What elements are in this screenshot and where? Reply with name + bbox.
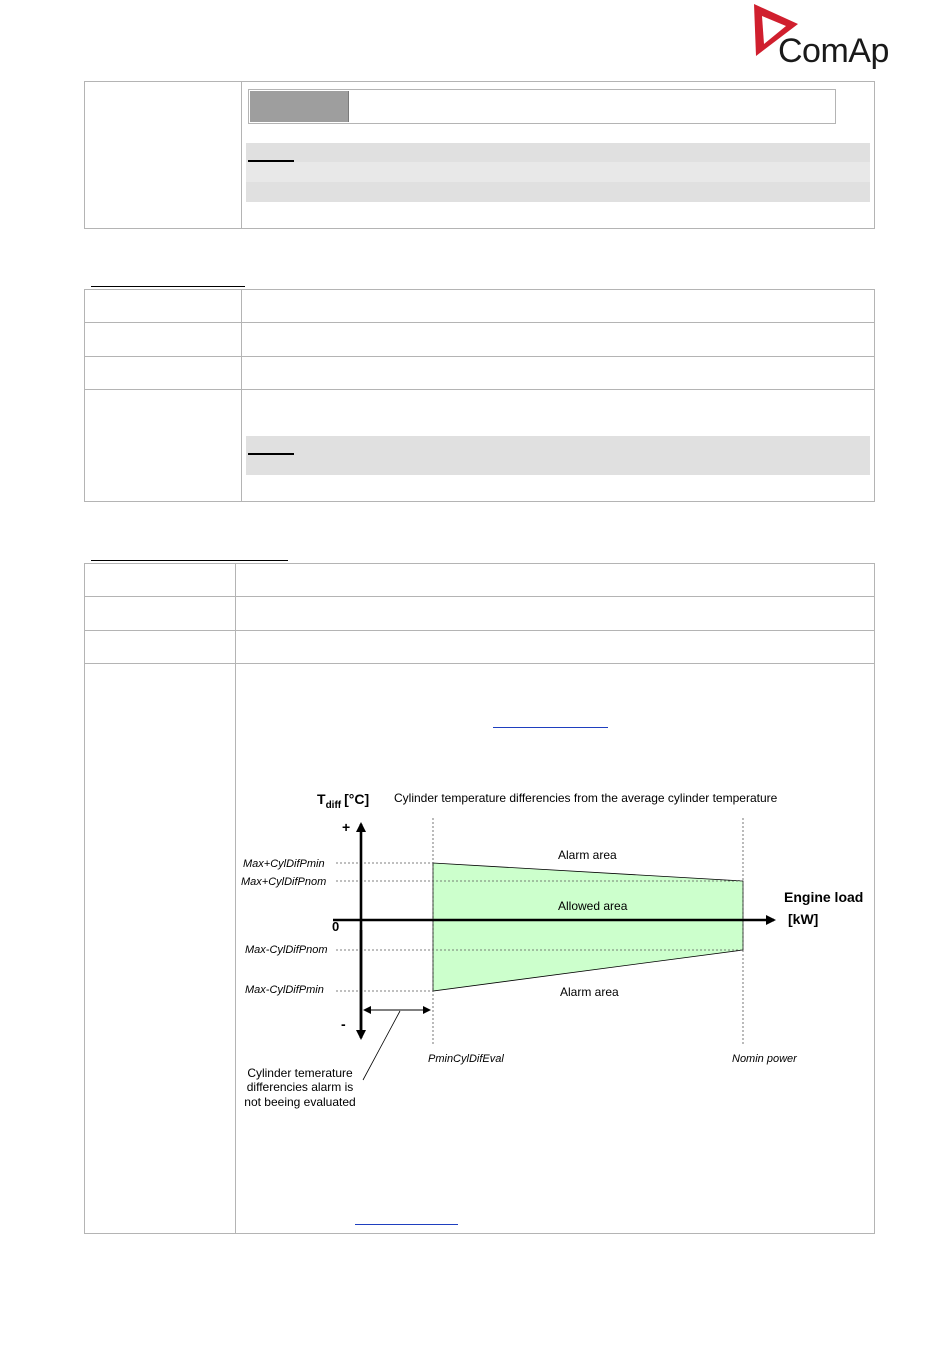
section-2-heading-underline [91, 286, 245, 287]
allowed-area-label: Allowed area [558, 899, 628, 913]
table-3-row-divider-1 [84, 596, 875, 597]
table-2-col-divider [241, 289, 242, 502]
note-1-underline [248, 160, 294, 162]
y-axis-label: $T_{diff}$ [°C] [317, 791, 370, 811]
link-underline-2[interactable] [355, 1224, 458, 1225]
table-1-col-divider [241, 81, 242, 229]
y-minus-label: - [341, 1016, 346, 1032]
logo-text: ComAp [778, 32, 889, 70]
y-tick-label: Max-CylDifPnom [245, 944, 328, 956]
table-3-row-divider-3 [84, 663, 875, 664]
section-3-heading-underline [91, 560, 288, 561]
annotation-line: not beeing evaluated [244, 1095, 356, 1109]
link-underline-1[interactable] [493, 727, 608, 728]
x-axis-label-line2: [kW] [788, 911, 819, 927]
value-field-swatch [250, 91, 349, 122]
alarm-area-top-label: Alarm area [558, 848, 617, 862]
annotation-pointer [363, 1011, 400, 1080]
annotation-line: Cylinder temerature [247, 1066, 353, 1080]
note-box-2 [246, 436, 870, 475]
alarm-area-bottom-label: Alarm area [560, 985, 619, 999]
cylinder-temp-diff-chart [236, 780, 876, 1120]
table-2-row-divider-3 [84, 389, 875, 390]
y-tick-label: Max+CylDifPnom [241, 876, 327, 888]
chart-title: Cylinder temperature differencies from the average cylinder temperature [394, 791, 778, 805]
y-zero-label: 0 [332, 919, 340, 934]
comap-logo [748, 2, 898, 74]
allowed-area-region [433, 863, 743, 991]
y-tick-label: Max+CylDifPmin [243, 858, 325, 870]
x-axis-label-line1: Engine load [784, 889, 864, 905]
table-2-row-divider-2 [84, 356, 875, 357]
table-3-row-divider-2 [84, 630, 875, 631]
x-tick-label: Nomin power [732, 1053, 797, 1065]
annotation-line: differencies alarm is [246, 1080, 354, 1094]
x-tick-label: PminCylDifEval [428, 1053, 504, 1065]
note-box-1-stripe [246, 162, 870, 182]
note-2-underline [248, 453, 294, 455]
table-2-row-divider-1 [84, 322, 875, 323]
y-plus-label: + [342, 819, 351, 835]
y-tick-label: Max-CylDifPmin [245, 984, 324, 996]
